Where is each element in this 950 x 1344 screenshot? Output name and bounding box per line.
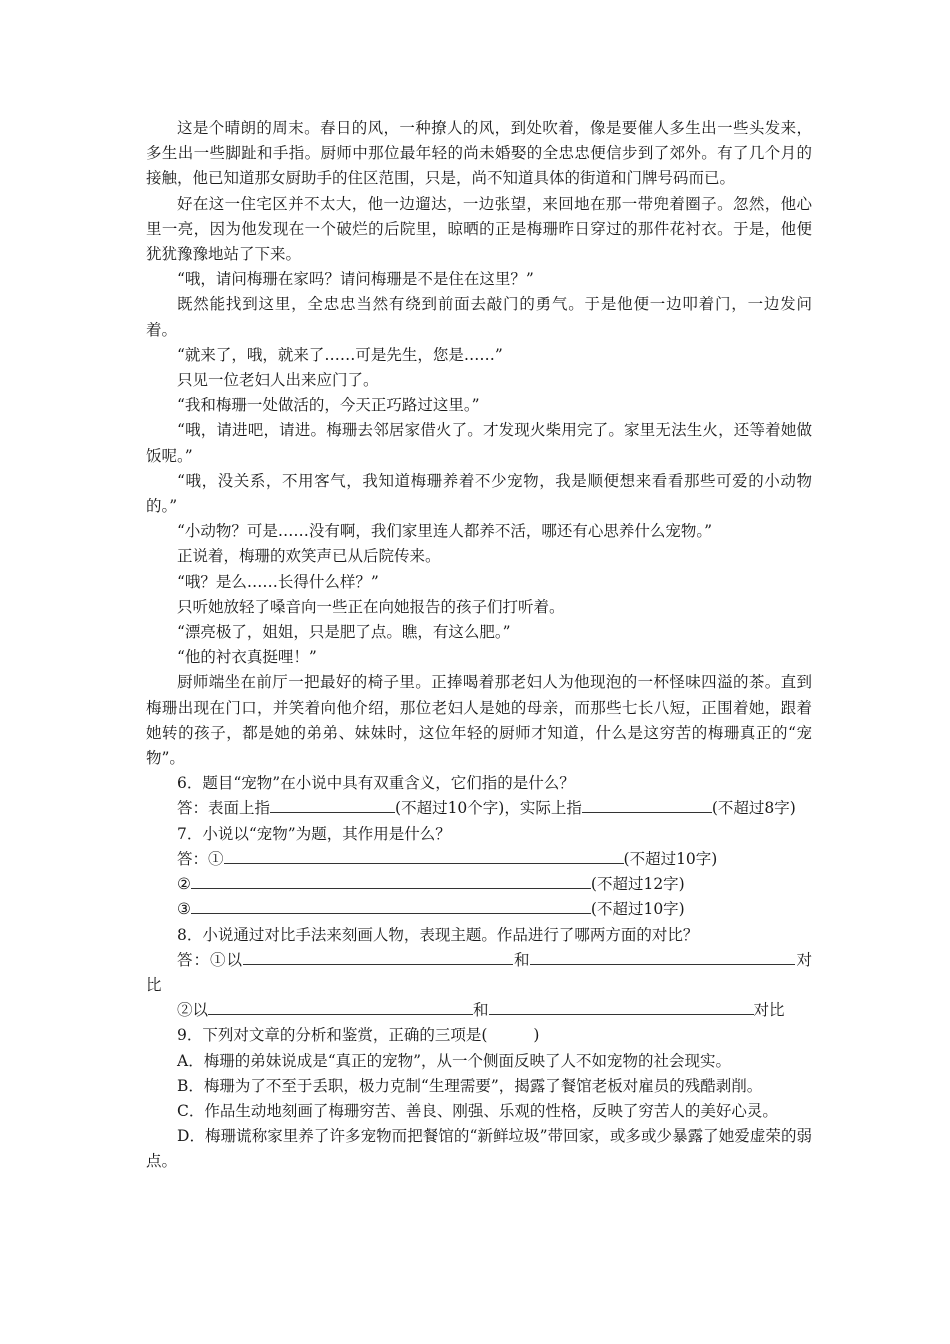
q6-blank-actual[interactable] bbox=[582, 796, 712, 813]
q6-blank-surface[interactable] bbox=[270, 796, 395, 813]
story-paragraph: “哦？是么……长得什么样？” bbox=[177, 572, 379, 591]
story-paragraph: “他的衬衣真挺哩！” bbox=[177, 648, 317, 667]
q7-line1-limit: (不超过10字) bbox=[623, 849, 718, 868]
q8-blank-1a[interactable] bbox=[243, 948, 513, 965]
story-paragraph: “小动物？可是……没有啊，我们家里连人都养不活，哪还有心思养什么宠物。” bbox=[177, 522, 713, 541]
story-paragraph: “我和梅珊一处做活的，今天正巧路过这里。” bbox=[177, 396, 480, 415]
q7-blank-3[interactable] bbox=[191, 897, 591, 914]
question-7-line-1 bbox=[146, 847, 812, 872]
story-paragraph: “就来了，哦，就来了……可是先生，您是……” bbox=[177, 345, 503, 364]
q9-option-b: B．梅珊为了不至于丢职，极力克制“生理需要”，揭露了餐馆老板对雇员的残酷剥削。 bbox=[177, 1076, 763, 1095]
question-7-line-2 bbox=[146, 872, 812, 897]
story-paragraph: 厨师端坐在前厅一把最好的椅子里。正捧喝着那老妇人为他现泡的一杯怪味四溢的茶。直到梅珊出现在门口，并笑着向他介绍，那位老妇人是她的母亲，而那些七长八短，正围着她，跟着她转的孩子，都是她的弟弟、妹妹时，这位年轻的厨师才知道，什么是这穷苦的梅珊真正的“宠物”。 bbox=[146, 673, 812, 768]
q8-line2-prefix: ②以 bbox=[177, 1001, 209, 1020]
question-8-line-2 bbox=[146, 998, 812, 1023]
q9-stem-close: ) bbox=[533, 1026, 540, 1045]
document-page bbox=[146, 116, 812, 1175]
story-paragraph: 只听她放轻了嗓音向一些正在向她报告的孩子们打听着。 bbox=[177, 597, 565, 616]
q8-line1-prefix: 答：①以 bbox=[177, 950, 243, 969]
q8-blank-2b[interactable] bbox=[489, 998, 754, 1015]
q7-line1-prefix: 答：① bbox=[177, 849, 224, 868]
q9-stem-text: 9．下列对文章的分析和鉴赏，正确的三项是( bbox=[177, 1026, 488, 1045]
story-paragraph: 只见一位老妇人出来应门了。 bbox=[177, 371, 379, 390]
question-6-stem: 6．题目“宠物”在小说中具有双重含义，它们指的是什么？ bbox=[177, 774, 575, 793]
question-7-stem: 7．小说以“宠物”为题，其作用是什么？ bbox=[177, 824, 451, 843]
q9-option-c: C．作品生动地刻画了梅珊穷苦、善良、刚强、乐观的性格，反映了穷苦人的美好心灵。 bbox=[177, 1101, 778, 1120]
question-9-stem bbox=[146, 1023, 812, 1048]
story-paragraph: “漂亮极了，姐姐，只是肥了点。瞧，有这么肥。” bbox=[177, 623, 511, 642]
question-7-line-3 bbox=[146, 897, 812, 922]
q8-line1-suffix: 对比 bbox=[146, 950, 812, 994]
q8-blank-1b[interactable] bbox=[530, 948, 795, 965]
q6-limit-1: (不超过10个字)，实际上指 bbox=[395, 799, 582, 818]
q8-line2-suffix: 对比 bbox=[753, 1001, 785, 1020]
q7-blank-2[interactable] bbox=[191, 872, 591, 889]
q8-and-1: 和 bbox=[512, 950, 531, 969]
q7-line2-prefix: ② bbox=[177, 875, 191, 894]
q7-blank-1[interactable] bbox=[224, 847, 624, 864]
q9-option-a: A．梅珊的弟妹说成是“真正的宠物”，从一个侧面反映了人不如宠物的社会现实。 bbox=[177, 1051, 732, 1070]
story-paragraph: 既然能找到这里，全忠忠当然有绕到前面去敲门的勇气。于是他便一边叩着门，一边发问着。 bbox=[146, 295, 812, 339]
story-paragraph: “哦，没关系，不用客气，我知道梅珊养着不少宠物，我是顺便想来看看那些可爱的小动物的。” bbox=[146, 471, 812, 516]
q8-and-2: 和 bbox=[473, 1001, 489, 1020]
q9-option-d: D．梅珊谎称家里养了许多宠物而把餐馆的“新鲜垃圾”带回家，或多或少暴露了她爱虚荣的弱点。 bbox=[146, 1127, 812, 1171]
story-paragraph: 这是个晴朗的周末。春日的风，一种撩人的风，到处吹着，像是要催人多生出一些头发来，多生出一些脚趾和手指。厨师中那位最年轻的尚未婚娶的全忠忠便信步到了郊外。有了几个月的接触，他已知道那女厨助手的住区范围，只是，尚不知道具体的街道和门牌号码而已。 bbox=[146, 119, 812, 188]
story-paragraph: 正说着，梅珊的欢笑声已从后院传来。 bbox=[177, 547, 441, 566]
q6-limit-2: (不超过8字) bbox=[711, 799, 796, 818]
story-paragraph: 好在这一住宅区并不太大，他一边遛达，一边张望，来回地在那一带兜着圈子。忽然，他心里一亮，因为他发现在一个破烂的后院里，晾晒的正是梅珊昨日穿过的那件花衬衣。于是，他便犹犹豫豫地站了下来。 bbox=[146, 194, 812, 264]
question-6-answer bbox=[146, 796, 812, 821]
question-8-line-1 bbox=[146, 948, 812, 998]
q8-blank-2a[interactable] bbox=[208, 998, 473, 1015]
question-8-stem: 8．小说通过对比手法来刻画人物，表现主题。作品进行了哪两方面的对比？ bbox=[177, 925, 699, 944]
q7-line2-limit: (不超过12字) bbox=[590, 875, 685, 894]
q7-line3-prefix: ③ bbox=[177, 900, 191, 919]
story-paragraph: “哦，请问梅珊在家吗？请问梅珊是不是住在这里？” bbox=[177, 270, 534, 289]
story-paragraph: “哦，请进吧，请进。梅珊去邻居家借火了。才发现火柴用完了。家里无法生火，还等着她做饭呢。” bbox=[146, 421, 812, 465]
q6-answer-prefix: 答：表面上指 bbox=[177, 799, 271, 818]
q7-line3-limit: (不超过10字) bbox=[590, 900, 685, 919]
